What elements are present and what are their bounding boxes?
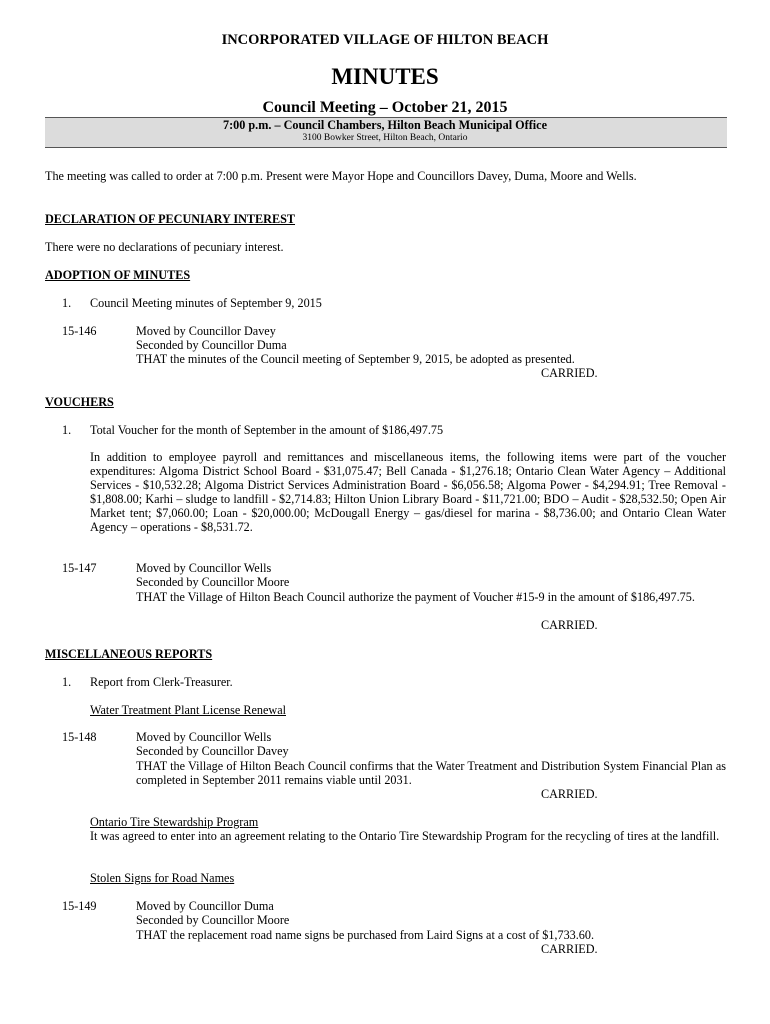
vouchers-heading: VOUCHERS: [45, 395, 114, 409]
adoption-item-number: 1.: [62, 296, 72, 310]
pecuniary-text: There were no declarations of pecuniary interest.: [45, 240, 284, 254]
call-to-order: The meeting was called to order at 7:00 p.m. Present were Mayor Hope and Councillors Davey, Duma, Moore and Wells.: [45, 169, 637, 183]
motion-text: THAT the minutes of the Council meeting of September 9, 2015, be adopted as presented.: [136, 352, 575, 366]
motion-moved: Moved by Councillor Wells: [136, 561, 272, 575]
motion-moved: Moved by Councillor Duma: [136, 899, 274, 913]
motion-result: CARRIED.: [541, 787, 598, 801]
meeting-time-location: 7:00 p.m. – Council Chambers, Hilton Beach Municipal Office: [223, 118, 547, 132]
adoption-heading: ADOPTION OF MINUTES: [45, 268, 191, 282]
water-treatment-heading: Water Treatment Plant License Renewal: [90, 703, 286, 717]
motion-seconded: Seconded by Councillor Davey: [136, 744, 289, 758]
voucher-expenditures-paragraph: In addition to employee payroll and remittances and miscellaneous items, the following items were part of the voucher expenditures: Algoma District School Board - $31,075.47; Bell Canada - $1,276.18; Ontario Clean Water Agency – Additional Services - $10,532.28; Algoma District Services Administration Board - $6,056.58; Algoma Power - $4,294.91; Tree Removal - $1,808.00; Karhi – sludge to landfill - $2,714.83; Hilton Union Library Board - $11,721.00; BDO – Audit - $28,532.50; Open Air Market tent; $7,060.00; Loan - $20,000.00; McDougall Energy – gas/diesel for marina - $8,736.00; and Ontario Clean Water Agency – operations - $8,531.72.: [90, 450, 726, 534]
motion-number-15-146: 15-146: [62, 324, 97, 338]
document-title: MINUTES: [331, 64, 439, 89]
motion-result: CARRIED.: [541, 618, 598, 632]
motion-seconded: Seconded by Councillor Duma: [136, 338, 287, 352]
motion-text: THAT the replacement road name signs be purchased from Laird Signs at a cost of $1,733.60.: [136, 928, 595, 942]
organization-name: INCORPORATED VILLAGE OF HILTON BEACH: [221, 32, 549, 48]
misc-item-text: Report from Clerk-Treasurer.: [90, 675, 233, 689]
motion-result: CARRIED.: [541, 942, 598, 956]
stolen-signs-heading: Stolen Signs for Road Names: [90, 871, 235, 885]
misc-reports-heading: MISCELLANEOUS REPORTS: [45, 647, 213, 661]
vouchers-item-number: 1.: [62, 423, 72, 437]
motion-number-15-149: 15-149: [62, 899, 97, 913]
motion-moved: Moved by Councillor Wells: [136, 730, 272, 744]
tire-stewardship-heading: Ontario Tire Stewardship Program: [90, 815, 259, 829]
tire-stewardship-text: It was agreed to enter into an agreement relating to the Ontario Tire Stewardship Program for the recycling of tires at the landfill.: [90, 829, 720, 843]
misc-item-number: 1.: [62, 675, 72, 689]
motion-number-15-147: 15-147: [62, 561, 97, 575]
meeting-address: 3100 Bowker Street, Hilton Beach, Ontario: [302, 133, 468, 143]
meeting-date: Council Meeting – October 21, 2015: [262, 99, 508, 116]
vouchers-item-text: Total Voucher for the month of September in the amount of $186,497.75: [90, 423, 444, 437]
adoption-item-text: Council Meeting minutes of September 9, 2015: [90, 296, 322, 310]
motion-seconded: Seconded by Councillor Moore: [136, 575, 290, 589]
pecuniary-heading: DECLARATION OF PECUNIARY INTEREST: [45, 212, 296, 226]
motion-text: THAT the Village of Hilton Beach Council confirms that the Water Treatment and Distribution System Financial Plan as completed in September 2011 remains viable until 2031.: [136, 759, 726, 787]
motion-moved: Moved by Councillor Davey: [136, 324, 276, 338]
motion-seconded: Seconded by Councillor Moore: [136, 913, 290, 927]
motion-text: THAT the Village of Hilton Beach Council authorize the payment of Voucher #15-9 in the amount of $186,497.75.: [136, 590, 695, 604]
motion-result: CARRIED.: [541, 366, 598, 380]
motion-number-15-148: 15-148: [62, 730, 97, 744]
